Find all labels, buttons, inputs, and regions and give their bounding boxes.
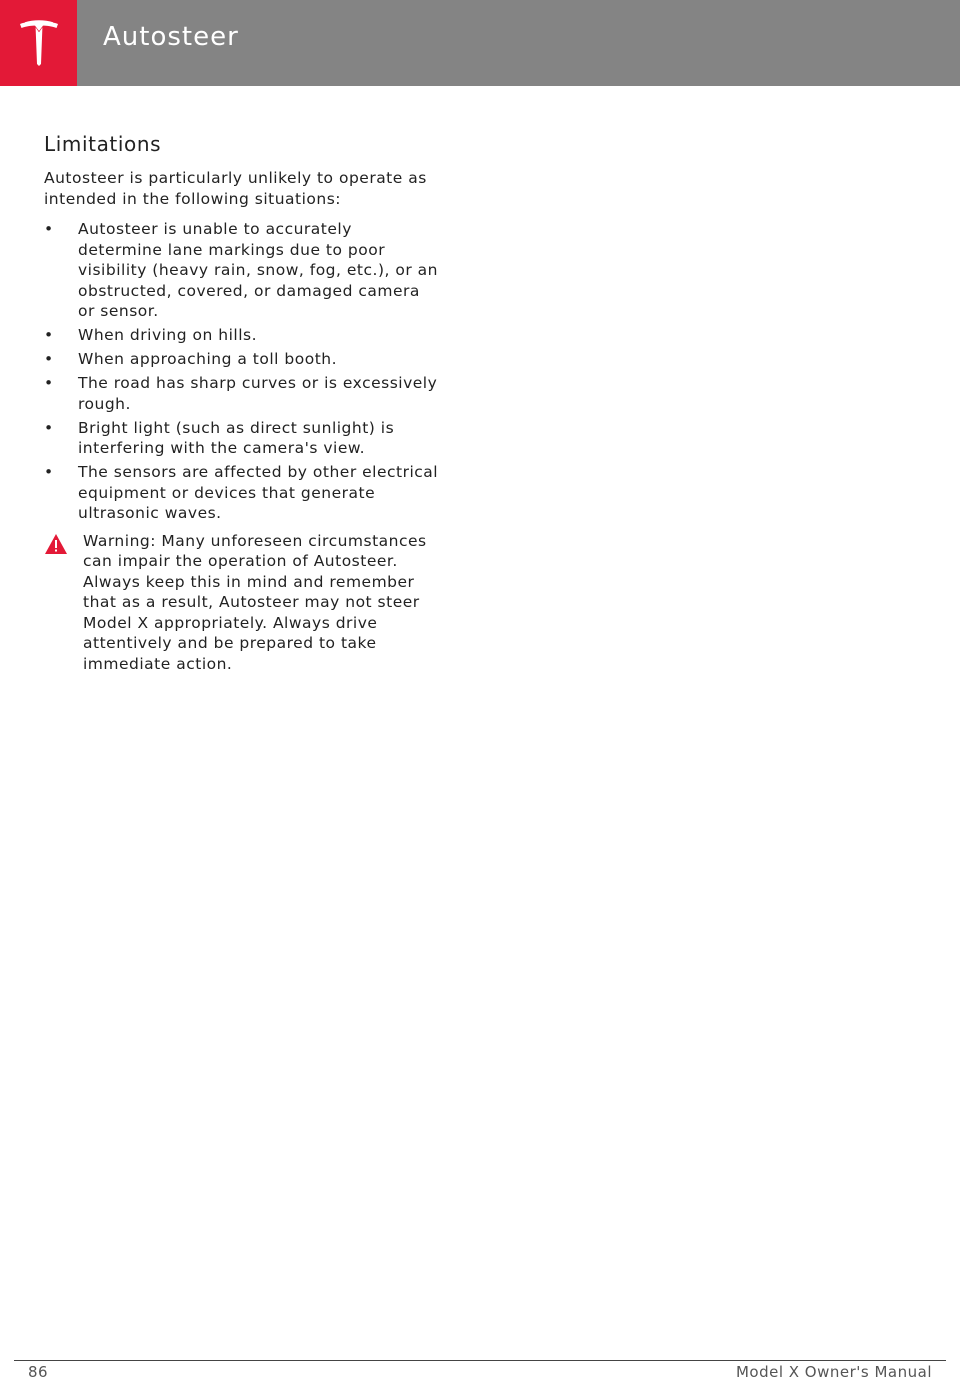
bullet-glyph: • [44,374,54,392]
warning-text: Warning: Many unforeseen circumstances can impair the operation of Autosteer. Always keep this in mind and remember that as a result, Autosteer may not steer Model X appropriately. Always drive attentively and be prepared to take immediate action. [83,531,427,673]
list-item [44,373,439,414]
list-item-text: When approaching a toll booth. [78,350,338,368]
list-item [44,462,439,524]
bullet-glyph: • [44,326,54,344]
tesla-logo-icon [16,18,62,68]
manual-title: Model X Owner's Manual [735,1363,932,1381]
bullet-glyph: • [44,220,54,238]
intro-paragraph: Autosteer is particularly unlikely to operate as intended in the following situations: [44,169,427,208]
list-item-text: When driving on hills. [78,326,258,344]
page-header [0,0,960,86]
list-item-text: The road has sharp curves or is excessively rough. [78,374,438,413]
limitations-list [44,219,439,524]
footer-divider [14,1360,946,1361]
list-item-text: The sensors are affected by other electrical equipment or devices that generate ultrasonic waves. [78,463,439,522]
brand-logo-box [0,0,77,86]
main-content [44,130,439,674]
list-item-text: Autosteer is unable to accurately determine lane markings due to poor visibility (heavy rain, snow, fog, etc.), or an obstructed, covered, or damaged camera or sensor. [78,220,438,320]
list-item [44,325,439,346]
list-item [44,349,439,370]
list-item-text: Bright light (such as direct sunlight) is interfering with the camera's view. [78,418,395,457]
page-number: 86 [28,1363,49,1381]
warning-triangle-icon [44,533,68,555]
section-heading: Limitations [44,132,162,156]
bullet-glyph: • [44,350,54,368]
page-title: Autosteer [103,22,239,52]
bullet-glyph: • [44,418,54,437]
list-item [44,219,439,322]
warning-callout [44,531,439,675]
bullet-glyph: • [44,463,54,481]
list-item [44,418,439,459]
